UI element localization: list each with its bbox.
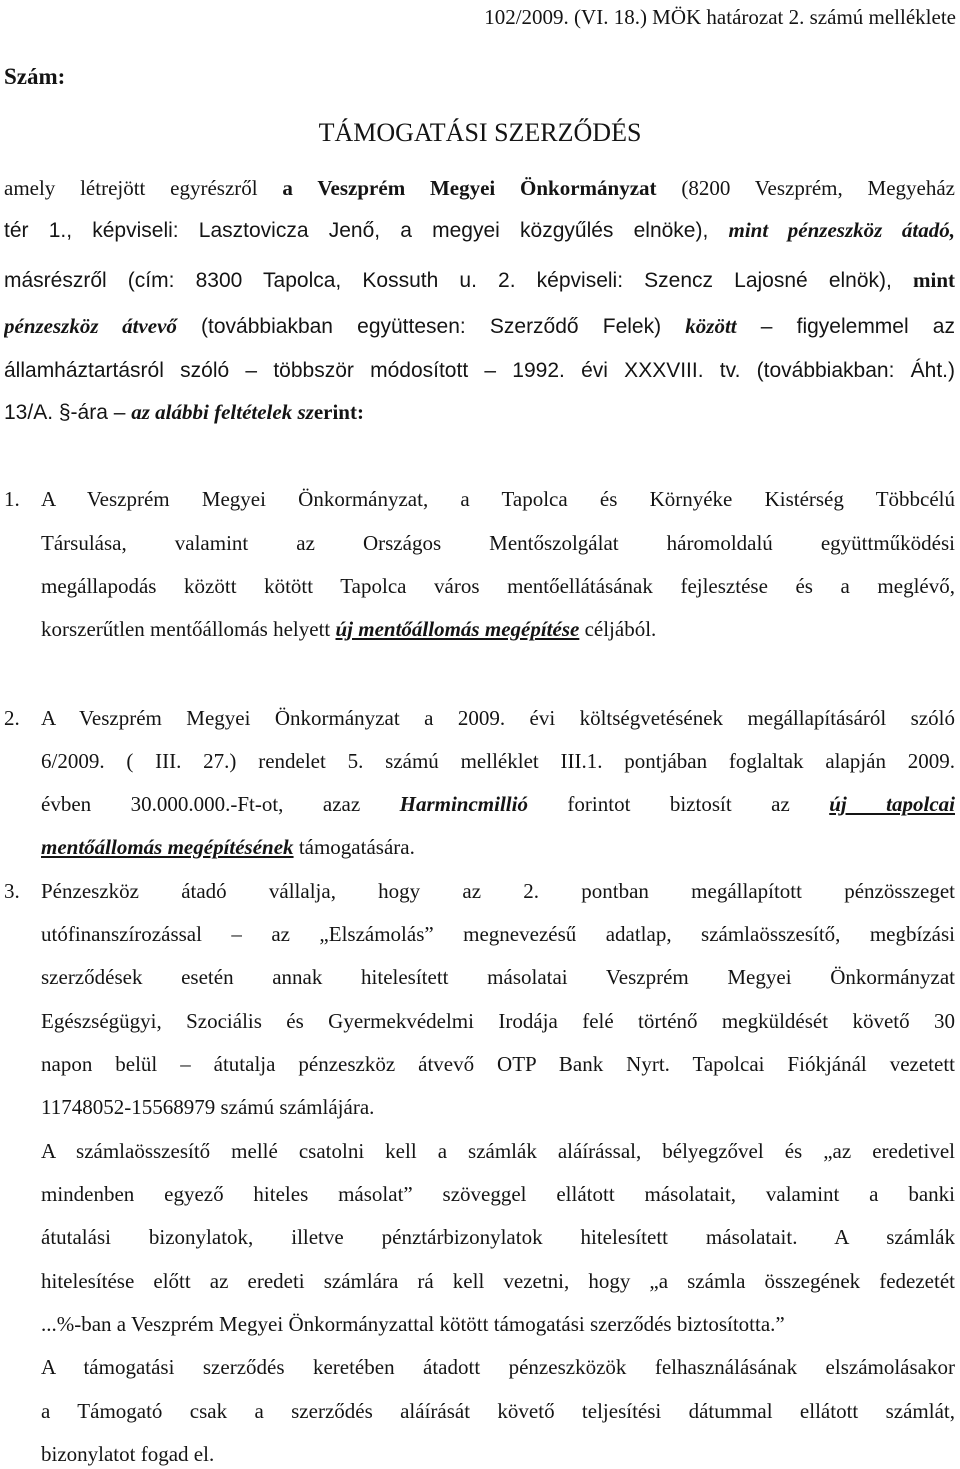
intro-line-2 <box>4 215 955 246</box>
text: (8200 Veszprém, Megyeház <box>656 176 955 200</box>
intro-line-6 <box>4 397 364 428</box>
text: céljából. <box>579 617 657 641</box>
emphasis: erint: <box>313 400 364 424</box>
emphasis: mentőállomás megépítésének <box>41 835 294 859</box>
emphasis: az alábbi feltételek sz <box>131 400 314 424</box>
point-3-line-2: utófinanszírozással – az „Elszámolás” megnevezésű adatlap, számlaösszesítő, megbízási <box>41 922 955 946</box>
number-label: Szám: <box>4 64 66 89</box>
intro-line-3 <box>4 265 955 296</box>
point-2-line-2: 6/2009. ( III. 27.) rendelet 5. számú melléklet III.1. pontjában foglaltak alapján 2009. <box>41 749 955 773</box>
text: államháztartásról szóló – többször módosított – 1992. évi XXXVIII. tv. (továbbiakban: Áht.) <box>4 359 955 382</box>
text: – figyelemmel az <box>736 315 955 338</box>
point-3-line-6: 11748052-15568979 számú számlájára. <box>41 1095 375 1119</box>
point-3-line-7: A számlaösszesítő mellé csatolni kell a számlák aláírással, bélyegzővel és „az eredetivel <box>41 1139 955 1163</box>
point-1-line-1: A Veszprém Megyei Önkormányzat, a Tapolca és Környéke Kistérség Többcélú <box>41 487 955 511</box>
emphasis: új tapolcai <box>829 792 955 816</box>
point-3-line-9: átutalási bizonylatok, illetve pénztárbizonylatok hitelesített másolatait. A számlák <box>41 1225 955 1249</box>
document-title: TÁMOGATÁSI SZERZŐDÉS <box>318 118 642 147</box>
point-3-line-14: bizonylatot fogad el. <box>41 1442 215 1466</box>
point-2-line-4 <box>41 832 955 862</box>
role-label: mint <box>913 268 955 292</box>
point-2-number: 2. <box>4 706 20 730</box>
point-3-line-12: A támogatási szerződés keretében átadott pénzeszközök felhasználásának elszámolásakor <box>41 1355 955 1379</box>
annex-header: 102/2009. (VI. 18.) MÖK határozat 2. számú melléklete <box>484 5 956 29</box>
point-1-line-3: megállapodás között kötött Tapolca város mentőellátásának fejlesztése és a meglévő, <box>41 574 955 598</box>
text: amely létrejött egyrészről <box>4 176 283 200</box>
point-2-line-1: A Veszprém Megyei Önkormányzat a 2009. évi költségvetésének megállapításáról szóló <box>41 706 955 730</box>
point-3-line-3: szerződések esetén annak hitelesített másolatai Veszprém Megyei Önkormányzat <box>41 965 955 989</box>
point-2-line-3 <box>41 789 955 819</box>
point-3-line-10: hitelesítése előtt az eredeti számlára rá kell vezetni, hogy „a számla összegének fedezetét <box>41 1269 955 1293</box>
point-1-number: 1. <box>4 487 20 511</box>
text: támogatására. <box>293 835 415 859</box>
text: másrészről (cím: 8300 Tapolca, Kossuth u. 2. képviseli: Szencz Lajosné elnök), <box>4 269 913 292</box>
point-3-line-5: napon belül – átutalja pénzeszköz átvevő OTP Bank Nyrt. Tapolcai Fiókjánál vezetett <box>41 1052 955 1076</box>
emphasis: új mentőállomás megépítése <box>335 617 580 641</box>
point-3-line-11: ...%-ban a Veszprém Megyei Önkormányzattal kötött támogatási szerződés biztosította.” <box>41 1312 785 1336</box>
role-label: pénzeszköz átvevő <box>4 314 177 338</box>
text: évben 30.000.000.-Ft-ot, azaz <box>41 792 400 816</box>
text: forintot biztosít az <box>527 792 830 816</box>
party-name: a Veszprém Megyei Önkormányzat <box>282 176 657 200</box>
text: 13/A. §-ára – <box>4 401 132 424</box>
text: korszerűtlen mentőállomás helyett <box>41 617 336 641</box>
point-3-line-8: mindenben egyező hiteles másolat” szöveggel ellátott másolatait, valamint a banki <box>41 1182 955 1206</box>
intro-line-5 <box>4 356 955 386</box>
point-1-line-4 <box>41 614 955 644</box>
point-3-line-13: a Támogató csak a szerződés aláírását követő teljesítési dátummal ellátott számlát, <box>41 1399 955 1423</box>
text: (továbbiakban együttesen: Szerződő Felek) <box>176 315 686 338</box>
amount-words: Harmincmillió <box>399 792 528 816</box>
intro-line-1 <box>4 173 955 203</box>
emphasis: között <box>685 314 737 338</box>
intro-line-4 <box>4 311 955 342</box>
point-1-line-2: Társulása, valamint az Országos Mentőszolgálat háromoldalú együttműködési <box>41 531 955 555</box>
point-3-line-4: Egészségügyi, Szociális és Gyermekvédelmi Irodája felé történő megküldését követő 30 <box>41 1009 955 1033</box>
point-3-number: 3. <box>4 879 20 903</box>
role-label: mint pénzeszköz átadó, <box>728 218 955 242</box>
point-3-line-1: Pénzeszköz átadó vállalja, hogy az 2. pontban megállapított pénzösszeget <box>41 879 955 903</box>
text: tér 1., képviseli: Lasztovicza Jenő, a megyei közgyűlés elnöke), <box>4 219 729 242</box>
